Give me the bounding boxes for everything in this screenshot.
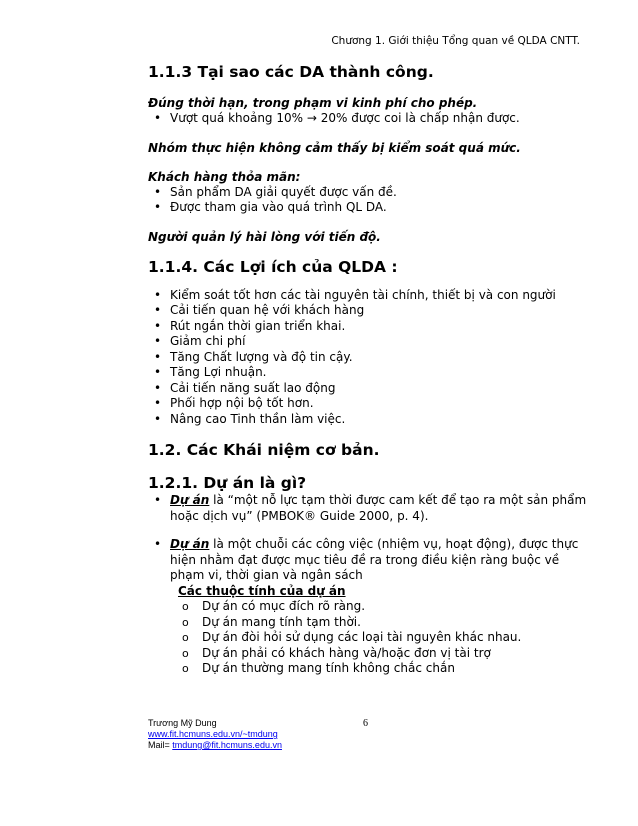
list-item: • Nâng cao Tinh thần làm việc. bbox=[148, 412, 588, 428]
list-item bbox=[148, 537, 588, 584]
definition-text: là một chuỗi các công việc (nhiệm vụ, hoạt động), được thực hiện nhằm đạt được mục tiêu đề ra trong điều kiện ràng buộc về phạm vi, thời gian và ngân sách bbox=[170, 537, 579, 582]
list-item: • Giảm chi phí bbox=[148, 334, 588, 350]
list-item: • Được tham gia vào quá trình QL DA. bbox=[148, 200, 588, 216]
mail-link[interactable]: tmdung@fit.hcmuns.edu.vn bbox=[172, 740, 282, 750]
list-item: • Vượt quá khoảng 10% → 20% được coi là chấp nhận được. bbox=[148, 111, 588, 127]
definition-text: là “một nỗ lực tạm thời được cam kết để tạo ra một sản phẩm hoặc dịch vụ” (PMBOK® Guide 2000, p. 4). bbox=[170, 493, 587, 523]
list-item: o Dự án mang tính tạm thời. bbox=[182, 615, 588, 631]
page-number: 6 bbox=[363, 718, 368, 729]
attributes-heading: Các thuộc tính của dự án bbox=[178, 583, 346, 598]
list-item: o Dự án đòi hỏi sử dụng các loại tài nguyên khác nhau. bbox=[182, 630, 588, 646]
page-content bbox=[148, 62, 588, 677]
mail-label: Mail= bbox=[148, 740, 173, 750]
list-item: • Cải tiến năng suất lao động bbox=[148, 381, 588, 397]
list-customer bbox=[148, 185, 588, 216]
website-link[interactable]: www.fit.hcmuns.edu.vn/~tmdung bbox=[148, 729, 278, 739]
list-item: • Phối hợp nội bộ tốt hơn. bbox=[148, 396, 588, 412]
list-item: o Dự án phải có khách hàng và/hoặc đơn vị tài trợ bbox=[182, 646, 588, 662]
heading-1-1-3: 1.1.3 Tại sao các DA thành công. bbox=[148, 63, 434, 81]
para-team: Nhóm thực hiện không cảm thấy bị kiểm soát quá mức. bbox=[148, 140, 521, 155]
heading-1-2: 1.2. Các Khái niệm cơ bản. bbox=[148, 441, 380, 459]
page-header: Chương 1. Giới thiệu Tổng quan về QLDA CNTT. bbox=[331, 35, 580, 47]
list-item: • Sản phẩm DA giải quyết được vấn đề. bbox=[148, 185, 588, 201]
list-benefits bbox=[148, 288, 588, 428]
term-project: Dự án bbox=[170, 537, 210, 551]
list-item: • Kiểm soát tốt hơn các tài nguyên tài chính, thiết bị và con người bbox=[148, 288, 588, 304]
page-footer bbox=[148, 718, 282, 751]
term-project: Dự án bbox=[170, 493, 210, 507]
list-project-def bbox=[148, 493, 588, 584]
list-item: • Cải tiến quan hệ với khách hàng bbox=[148, 303, 588, 319]
list-item bbox=[148, 493, 588, 524]
list-item: • Tăng Lợi nhuận. bbox=[148, 365, 588, 381]
list-item: o Dự án có mục đích rõ ràng. bbox=[182, 599, 588, 615]
list-item: • Rút ngắn thời gian triển khai. bbox=[148, 319, 588, 335]
para-on-time: Đúng thời hạn, trong phạm vi kinh phí cho phép. bbox=[148, 96, 478, 110]
list-attributes bbox=[182, 599, 588, 677]
author-name: Trương Mỹ Dung bbox=[148, 718, 217, 728]
list-on-time bbox=[148, 111, 588, 127]
list-item: • Tăng Chất lượng và độ tin cậy. bbox=[148, 350, 588, 366]
para-customer: Khách hàng thỏa mãn: bbox=[148, 169, 301, 184]
heading-1-2-1: 1.2.1. Dự án là gì? bbox=[148, 474, 307, 492]
list-item: o Dự án thường mang tính không chắc chắn bbox=[182, 661, 588, 677]
heading-1-1-4: 1.1.4. Các Lợi ích của QLDA : bbox=[148, 257, 398, 276]
mail-line bbox=[148, 740, 282, 751]
para-manager: Người quản lý hài lòng với tiến độ. bbox=[148, 229, 381, 244]
